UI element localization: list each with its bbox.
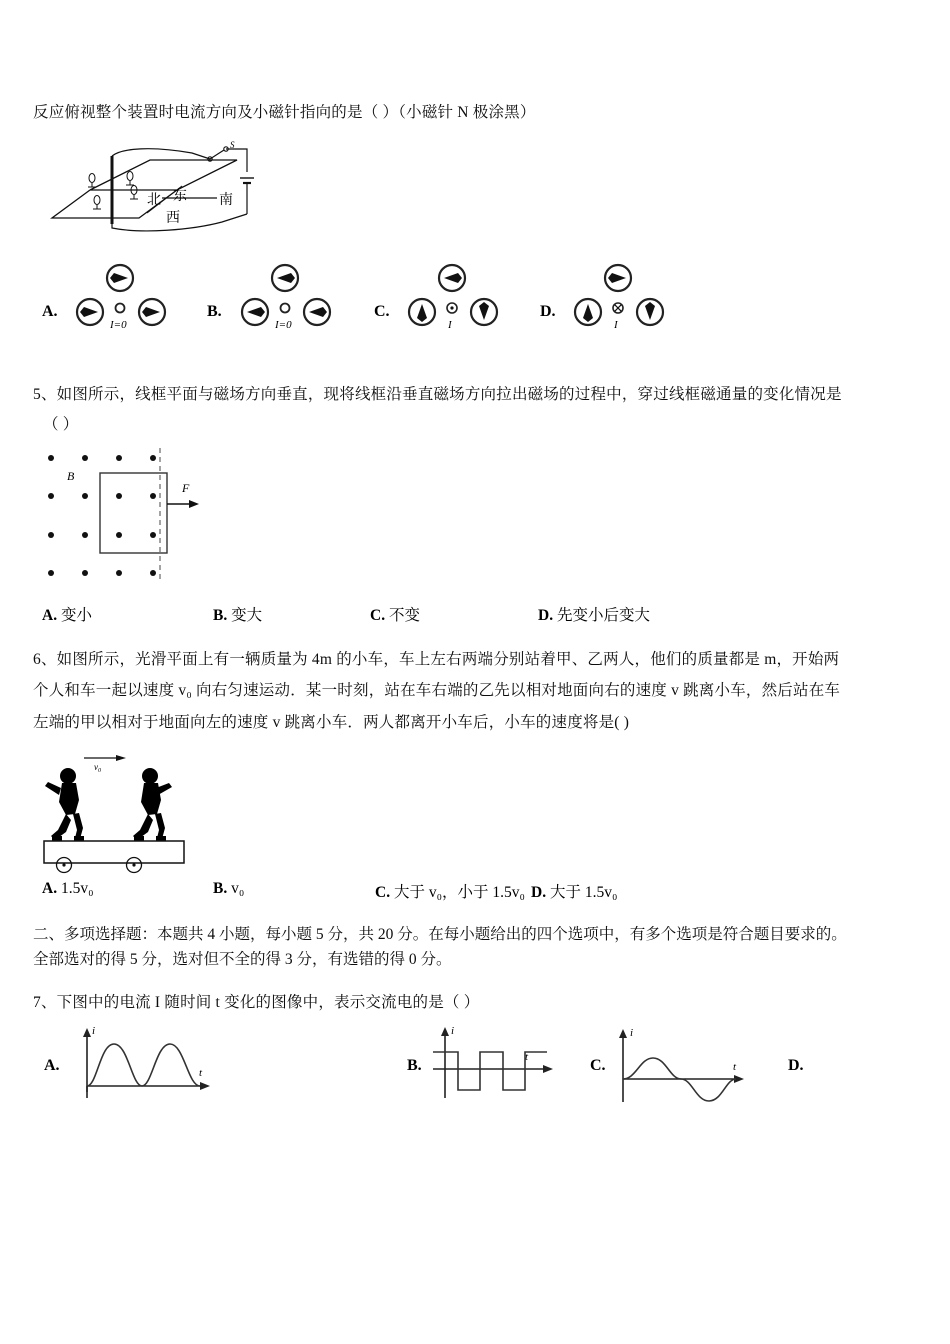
axis-label-t: t [199, 1067, 203, 1079]
field-label-b: B [67, 469, 75, 483]
question-4-option-b[interactable] [205, 262, 355, 332]
option-label: B. [213, 880, 228, 897]
question-6-option-c[interactable] [375, 880, 525, 902]
section-2-line2: 全部选对的得 5 分，选对但不全的得 3 分，有选错的得 0 分。 [33, 951, 452, 968]
option-text: v₀ [231, 880, 245, 897]
question-6-option-a[interactable] [42, 880, 93, 898]
option-label-c: C. [374, 303, 390, 320]
option-label: B. [213, 607, 228, 624]
waveform-square [433, 1052, 547, 1090]
option-label: A. [42, 880, 58, 897]
option-text: 变小 [60, 607, 92, 624]
wire-loop [100, 473, 167, 553]
compass-right [139, 299, 165, 325]
question-5-figure [36, 446, 226, 586]
current-symbol-open-circle [116, 304, 125, 313]
compass-right [637, 299, 663, 325]
compass-left [409, 299, 435, 325]
question-6-text1: 如图所示，光滑平面上有一辆质量为 4m 的小车，车上左右两端分别站着甲、乙两人，他们的质量都是 m，开始两 [56, 651, 840, 668]
question-5-text: 如图所示，线框平面与磁场方向垂直，现将线框沿垂直磁场方向拉出磁场的过程中，穿过线框磁通量的变化情况是 [56, 386, 842, 403]
section-2-line1: 二、多项选择题：本题共 4 小题，每小题 5 分，共 20 分。在每小题给出的四个选项中，有多个选项是符合题目要求的。 [33, 926, 847, 943]
person-right [133, 768, 172, 841]
question-4-option-d[interactable] [538, 262, 688, 332]
option-label-d: D. [540, 303, 556, 320]
waveform-rectified-sine [87, 1044, 200, 1086]
current-symbol-cross-circle [613, 303, 623, 313]
current-label-a: I=0 [110, 319, 127, 331]
axis-label-t: t [525, 1051, 529, 1063]
option-text: 变大 [231, 607, 263, 624]
current-symbol-open-circle [281, 304, 290, 313]
option-label-b: B. [407, 1057, 422, 1074]
direction-label-west: 西 [166, 211, 180, 226]
question-7-option-c[interactable] [588, 1022, 778, 1107]
option-label: D. [538, 607, 554, 624]
question-4-stem: 反应俯视整个装置时电流方向及小磁针指向的是（ ）（小磁针 N 极涂黑） [33, 104, 536, 121]
switch-label: S [230, 140, 235, 150]
current-label-d: I [614, 319, 618, 331]
question-5-option-a[interactable] [42, 603, 92, 625]
option-label-a: A. [44, 1057, 60, 1074]
velocity-arrow [84, 755, 126, 761]
cart-wheels [57, 858, 142, 873]
axis-label-t: t [733, 1061, 737, 1073]
question-6-stem-line2: 个人和车一起以速度 v₀ 向右匀速运动．某一时刻，站在车右端的乙先以相对地面向右的速度 v 跳离小车，然后站在车 [33, 682, 841, 699]
question-7-stem [33, 988, 479, 1018]
velocity-label: $v_0$ [94, 762, 101, 774]
force-arrow [167, 500, 199, 508]
axis-label-i: i [630, 1027, 634, 1039]
question-7-option-d[interactable] [786, 1022, 906, 1102]
current-label-c: I [448, 319, 452, 331]
option-label-a: A. [42, 303, 58, 320]
question-5-stem-line2: （ ） [43, 416, 79, 433]
question-4-option-c[interactable] [372, 262, 522, 332]
option-text: 1.5v₀ [60, 880, 94, 897]
option-text: 大于 v₀，小于 1.5v₀ [393, 884, 525, 901]
question-7-text: 下图中的电流 I 随时间 t 变化的图像中，表示交流电的是（ ） [56, 994, 480, 1011]
compass-top [439, 265, 465, 291]
option-label-d: D. [788, 1057, 804, 1074]
question-5-stem-line1 [33, 380, 842, 410]
force-label-f: F [182, 481, 190, 495]
question-4-figure [42, 138, 272, 243]
question-5-option-b[interactable] [213, 603, 262, 625]
question-4-option-a[interactable] [40, 262, 190, 332]
question-6-number: 6、 [33, 651, 57, 668]
option-text: 先变小后变大 [556, 607, 650, 624]
compass-right [304, 299, 330, 325]
question-6-option-d[interactable] [531, 880, 617, 902]
direction-label-east: 东 [173, 189, 187, 204]
direction-label-north: 北 [147, 193, 161, 208]
option-label: A. [42, 607, 58, 624]
question-5-option-c[interactable] [370, 603, 420, 625]
compass-top [107, 265, 133, 291]
option-label-b: B. [207, 303, 222, 320]
question-5-number: 5、 [33, 386, 57, 403]
question-7-option-a[interactable] [42, 1022, 242, 1102]
compass-top [605, 265, 631, 291]
question-6-option-b[interactable] [213, 880, 244, 898]
question-6-stem-line1 [33, 645, 839, 675]
question-7-option-b[interactable] [405, 1022, 585, 1102]
question-5-option-d[interactable] [538, 603, 650, 625]
option-text: 不变 [388, 607, 420, 624]
compass-right [471, 299, 497, 325]
person-left [45, 768, 84, 841]
compass-left [575, 299, 601, 325]
option-label-c: C. [590, 1057, 606, 1074]
compass-left [242, 299, 268, 325]
option-label: D. [531, 884, 547, 901]
question-6-stem-line3: 左端的甲以相对于地面向左的速度 v 跳离小车．两人都离开小车后，小车的速度将是( ) [33, 714, 630, 731]
question-6-figure [42, 752, 222, 867]
compass-top [272, 265, 298, 291]
option-label: C. [370, 607, 386, 624]
compass-left [77, 299, 103, 325]
option-text: 大于 1.5v₀ [549, 884, 618, 901]
axis-label-i: i [92, 1025, 96, 1037]
direction-label-south: 南 [219, 193, 233, 208]
current-label-b: I=0 [275, 319, 292, 331]
axis-label-i: i [451, 1025, 455, 1037]
cart-body [44, 841, 184, 863]
option-label: C. [375, 884, 391, 901]
question-7-number: 7、 [33, 994, 57, 1011]
